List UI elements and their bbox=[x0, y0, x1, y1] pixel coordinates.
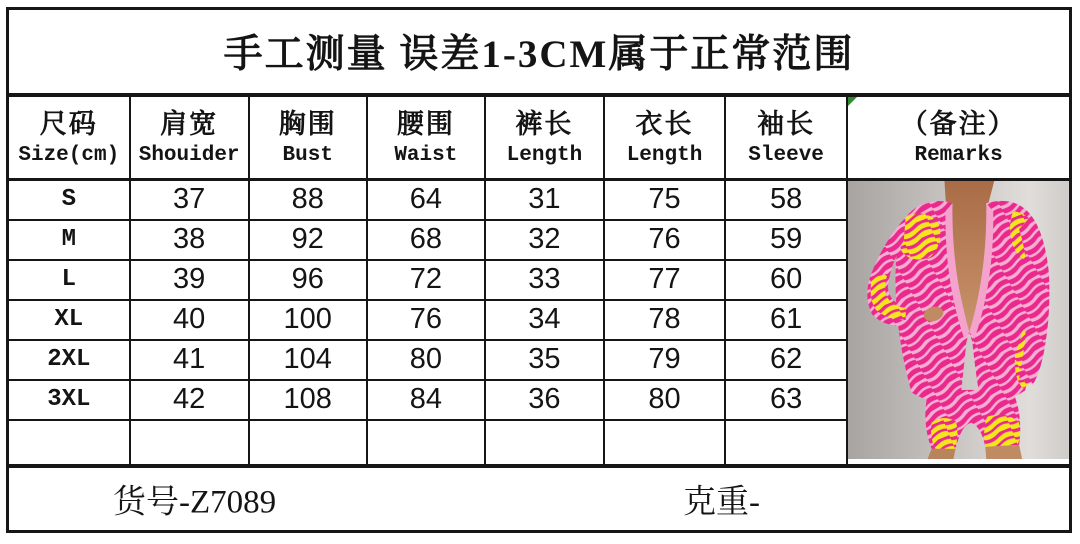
footer-cell bbox=[8, 466, 1071, 532]
column-header-shoulder bbox=[130, 95, 249, 180]
empty-cell bbox=[725, 420, 847, 466]
measurement-cell: 80 bbox=[367, 340, 485, 380]
column-header-waist bbox=[367, 95, 485, 180]
header-zh: 肩宽 bbox=[160, 109, 219, 140]
header-zh: 衣长 bbox=[635, 109, 694, 140]
measurement-cell: 58 bbox=[725, 180, 847, 220]
measurement-cell: 64 bbox=[367, 180, 485, 220]
empty-cell bbox=[367, 420, 485, 466]
measurement-cell: 92 bbox=[249, 220, 367, 260]
fabric-weight: 克重- bbox=[683, 484, 760, 521]
measurement-cell: 59 bbox=[725, 220, 847, 260]
measurement-cell: 41 bbox=[130, 340, 249, 380]
title-row bbox=[8, 9, 1071, 95]
size-label-cell: L bbox=[8, 260, 130, 300]
header-en: Sleeve bbox=[748, 143, 824, 167]
size-label-cell: 3XL bbox=[8, 380, 130, 420]
measurement-cell: 84 bbox=[367, 380, 485, 420]
measurement-cell: 60 bbox=[725, 260, 847, 300]
item-number: 货号-Z7089 bbox=[113, 484, 277, 521]
empty-cell bbox=[8, 420, 130, 466]
cell-corner-marker-icon bbox=[848, 97, 857, 106]
measurement-cell: 39 bbox=[130, 260, 249, 300]
header-zh: 腰围 bbox=[396, 109, 455, 140]
header-en: Shouider bbox=[138, 143, 240, 167]
header-en: Bust bbox=[282, 143, 333, 167]
header-en: Size(cm) bbox=[18, 143, 120, 167]
size-label-cell: 2XL bbox=[8, 340, 130, 380]
column-header-bust bbox=[249, 95, 367, 180]
measurement-cell: 36 bbox=[485, 380, 604, 420]
measurement-cell: 62 bbox=[725, 340, 847, 380]
measurement-cell: 40 bbox=[130, 300, 249, 340]
empty-cell bbox=[604, 420, 725, 466]
measurement-cell: 104 bbox=[249, 340, 367, 380]
measurement-cell: 88 bbox=[249, 180, 367, 220]
measurement-cell: 32 bbox=[485, 220, 604, 260]
header-en: Remarks bbox=[914, 143, 1003, 167]
measurement-cell: 72 bbox=[367, 260, 485, 300]
column-header-remarks bbox=[847, 95, 1070, 180]
empty-cell bbox=[249, 420, 367, 466]
measurement-cell: 78 bbox=[604, 300, 725, 340]
measurement-cell: 38 bbox=[130, 220, 249, 260]
header-en: Length bbox=[626, 143, 703, 167]
empty-cell bbox=[130, 420, 249, 466]
size-label-cell: XL bbox=[8, 300, 130, 340]
measurement-cell: 77 bbox=[604, 260, 725, 300]
measurement-cell: 100 bbox=[249, 300, 367, 340]
empty-cell bbox=[485, 420, 604, 466]
measurement-cell: 76 bbox=[604, 220, 725, 260]
column-header-pants-length bbox=[485, 95, 604, 180]
measurement-cell: 96 bbox=[249, 260, 367, 300]
column-header-row bbox=[8, 95, 1071, 180]
header-en: Length bbox=[506, 143, 583, 167]
header-en: Waist bbox=[394, 143, 458, 167]
size-chart-table bbox=[6, 7, 1072, 533]
measurement-cell: 76 bbox=[367, 300, 485, 340]
measurement-cell: 42 bbox=[130, 380, 249, 420]
footer-row bbox=[8, 466, 1071, 532]
measurement-cell: 35 bbox=[485, 340, 604, 380]
measurement-cell: 33 bbox=[485, 260, 604, 300]
measurement-cell: 34 bbox=[485, 300, 604, 340]
header-zh: 尺码 bbox=[39, 109, 98, 140]
size-label-cell: S bbox=[8, 180, 130, 220]
measurement-cell: 68 bbox=[367, 220, 485, 260]
header-zh: 胸围 bbox=[278, 109, 337, 140]
column-header-garment-length bbox=[604, 95, 725, 180]
product-photo bbox=[848, 181, 1069, 459]
header-zh: 袖长 bbox=[757, 109, 816, 140]
page-title: 手工测量 误差1-3CM属于正常范围 bbox=[8, 9, 1071, 95]
measurement-cell: 63 bbox=[725, 380, 847, 420]
column-header-size bbox=[8, 95, 130, 180]
column-header-sleeve bbox=[725, 95, 847, 180]
measurement-cell: 31 bbox=[485, 180, 604, 220]
measurement-cell: 108 bbox=[249, 380, 367, 420]
measurement-cell: 37 bbox=[130, 180, 249, 220]
table-row-s bbox=[8, 180, 1071, 220]
size-label-cell: M bbox=[8, 220, 130, 260]
header-zh: （备注） bbox=[900, 109, 1017, 140]
measurement-cell: 61 bbox=[725, 300, 847, 340]
product-photo-cell bbox=[847, 180, 1070, 466]
measurement-cell: 75 bbox=[604, 180, 725, 220]
measurement-cell: 80 bbox=[604, 380, 725, 420]
header-zh: 裤长 bbox=[515, 109, 574, 140]
measurement-cell: 79 bbox=[604, 340, 725, 380]
